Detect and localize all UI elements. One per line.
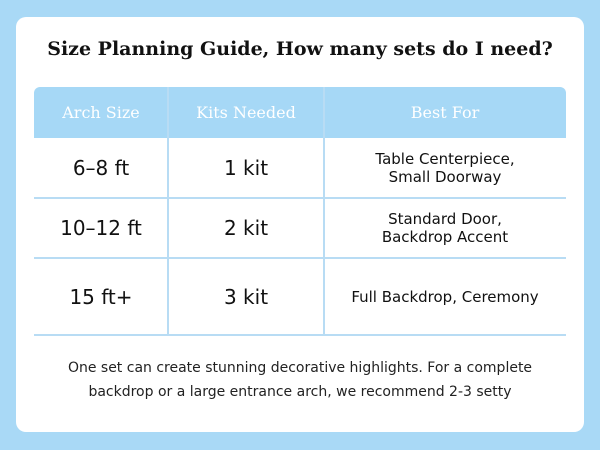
kits-needed-cell: 1 kit (223, 156, 269, 180)
kits-needed-cell: 3 kit (223, 285, 269, 309)
column-divider (323, 87, 325, 336)
best-for-cell (324, 198, 566, 258)
table-row (34, 138, 566, 198)
size-table (34, 87, 566, 336)
header-arch-size: Arch Size (62, 103, 140, 122)
arch-size-cell: 15 ft+ (69, 285, 133, 309)
row-divider (34, 334, 566, 336)
column-divider (167, 87, 169, 336)
row-divider (34, 197, 566, 199)
best-for-line: Standard Door, (388, 210, 502, 228)
footer-line: One set can create stunning decorative highlights. For a complete (67, 360, 533, 376)
best-for-line: Backdrop Accent (381, 228, 509, 246)
table-header (34, 87, 566, 138)
footer-line: backdrop or a large entrance arch, we recommend 2-3 setty (88, 384, 512, 400)
row-divider (34, 257, 566, 259)
best-for-line: Small Doorway (388, 168, 502, 186)
table-row (34, 198, 566, 258)
kits-needed-cell: 2 kit (223, 216, 269, 240)
guide-title: Size Planning Guide, How many sets do I need? (47, 38, 553, 60)
best-for-cell (324, 258, 566, 336)
arch-size-cell: 10–12 ft (60, 216, 142, 240)
arch-size-cell: 6–8 ft (72, 156, 130, 180)
header-best-for: Best For (410, 103, 480, 122)
footer-note (34, 356, 566, 404)
table-row (34, 258, 566, 336)
best-for-line: Table Centerpiece, (375, 150, 515, 168)
header-kits-needed: Kits Needed (196, 103, 296, 122)
best-for-cell (324, 138, 566, 198)
best-for-line: Full Backdrop, Ceremony (351, 288, 539, 306)
